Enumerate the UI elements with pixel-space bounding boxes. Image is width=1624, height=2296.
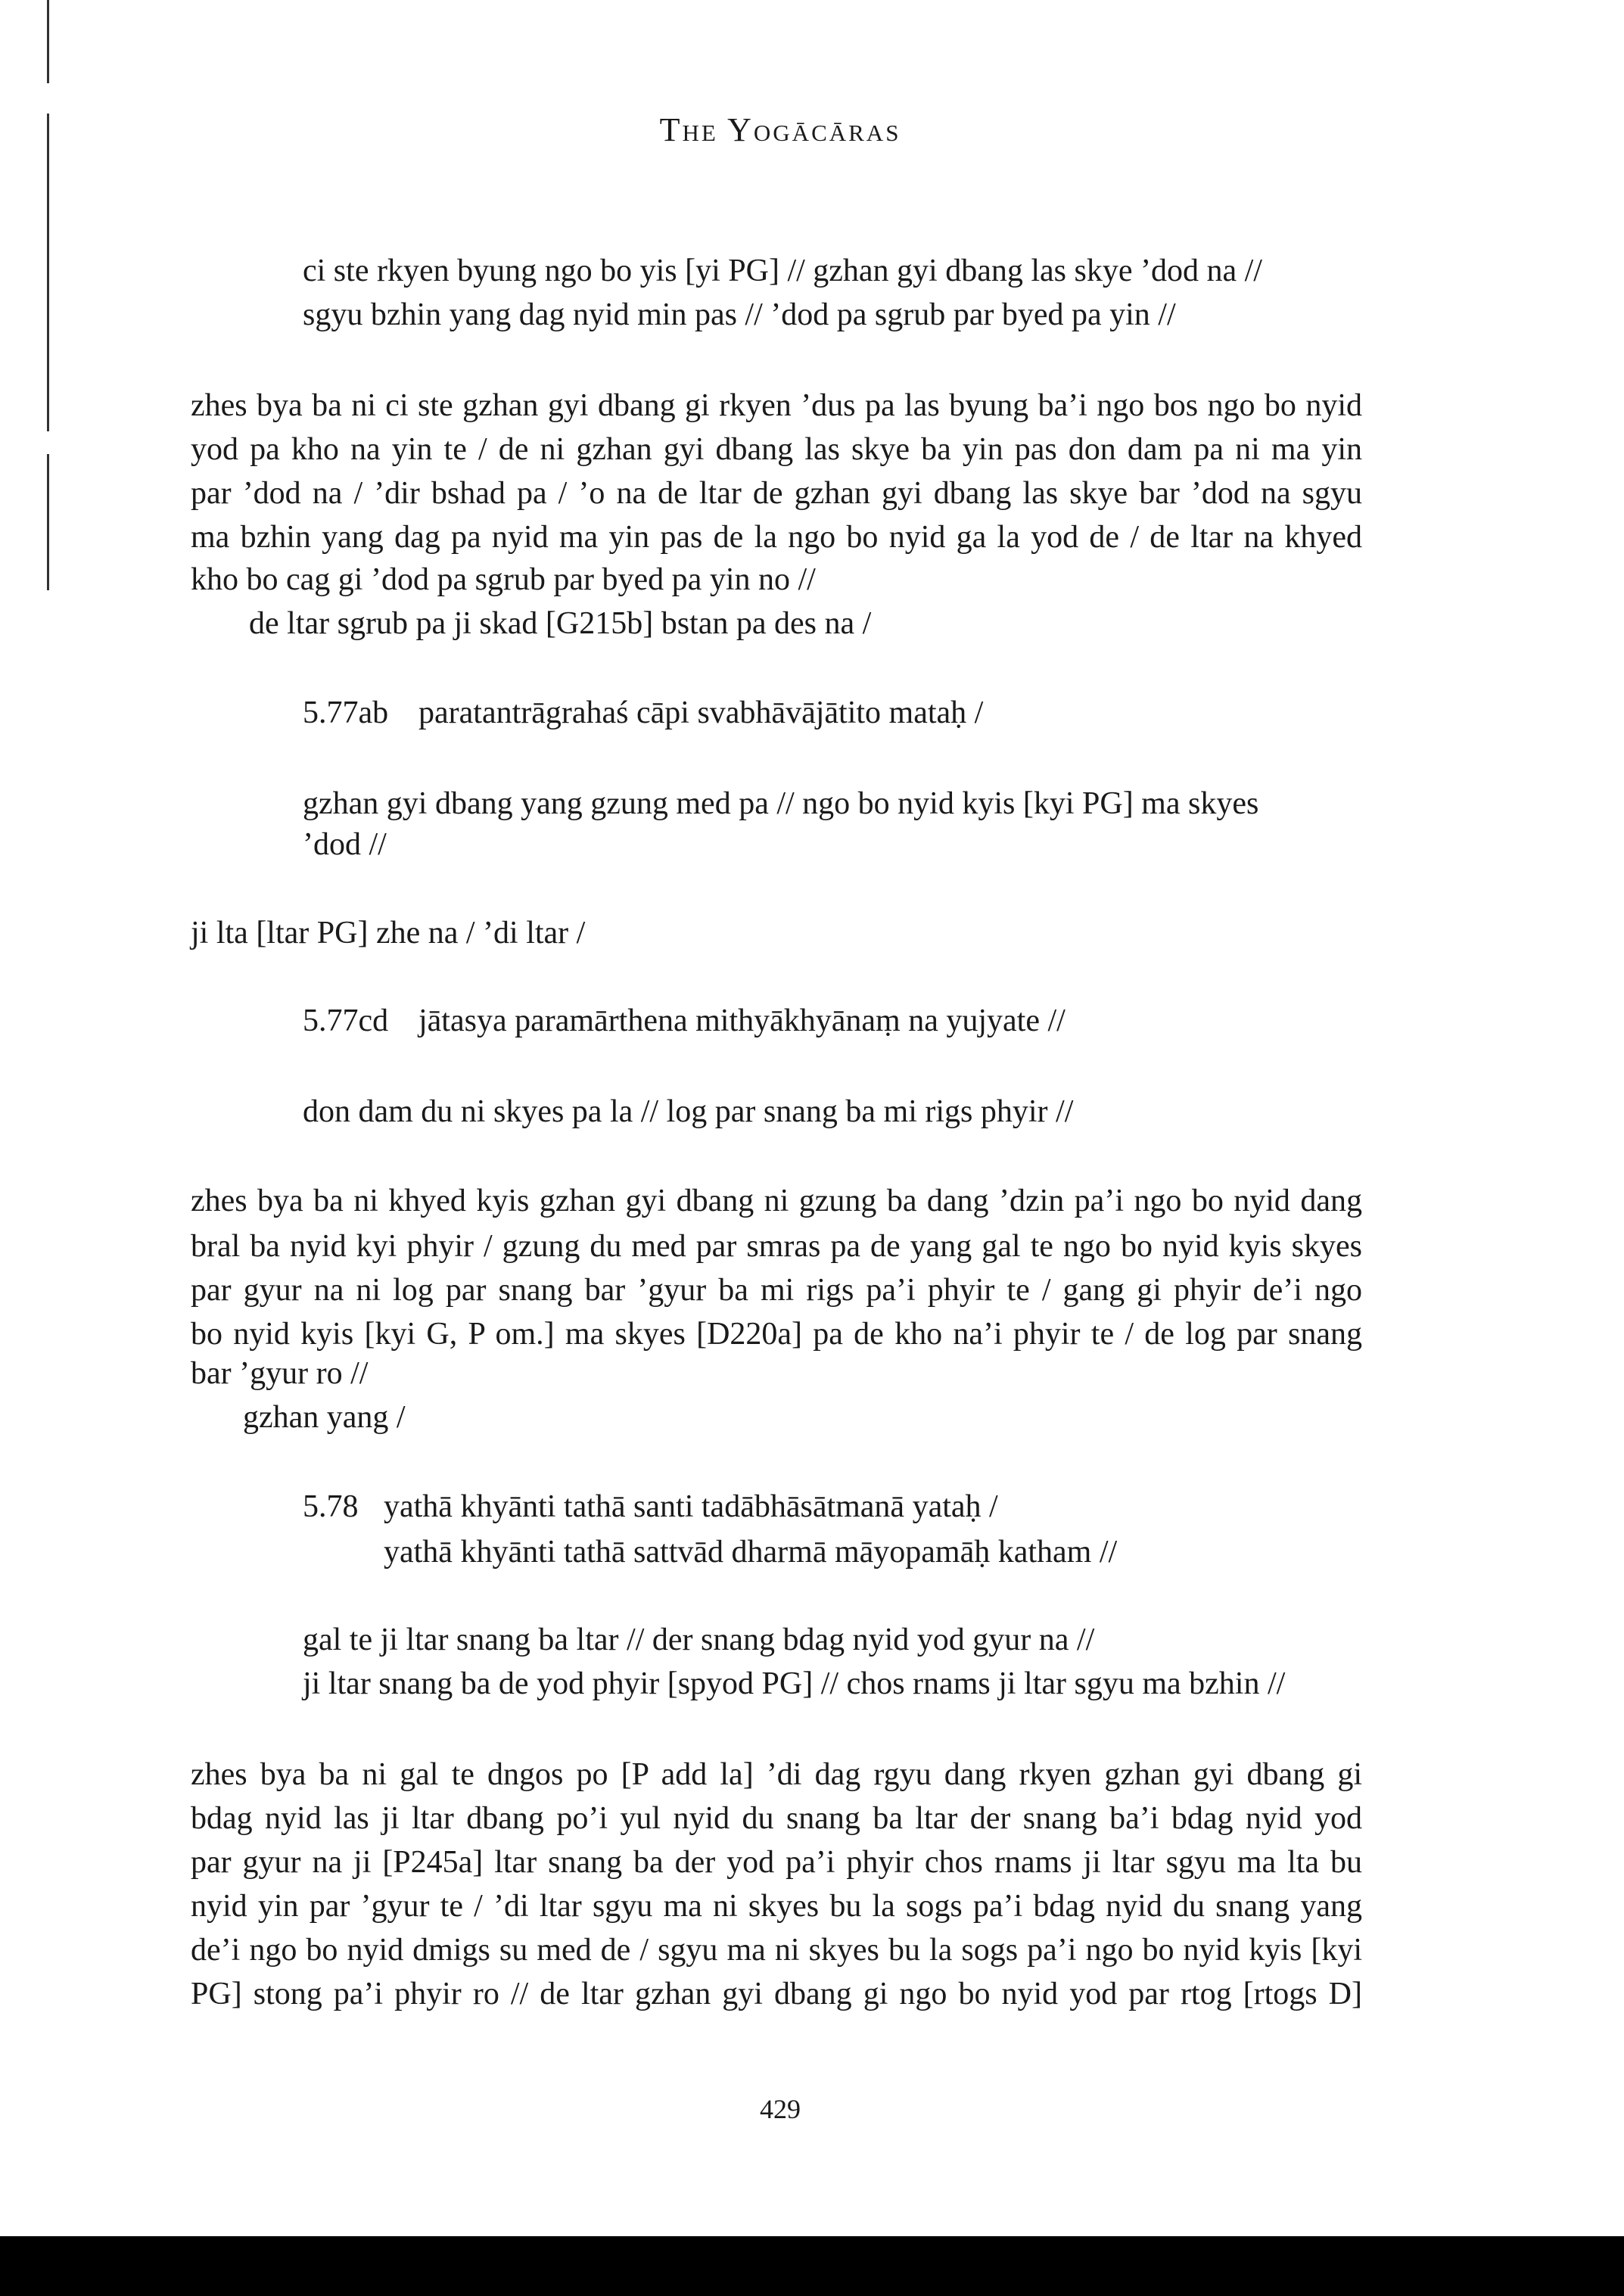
body-line: ji lta [ltar PG] zhe na / ’di ltar / bbox=[191, 916, 586, 950]
body-line: PG] stong pa’i phyir ro // de ltar gzhan gyi dbang gi ngo bo nyid yod par rtog [rtogs D] bbox=[191, 1977, 1362, 2011]
body-line: bdag nyid las ji ltar dbang po’i yul nyid du snang ba ltar der snang ba’i bdag nyid yod bbox=[191, 1801, 1362, 1836]
page-number: 429 bbox=[760, 2094, 801, 2124]
body-line: ma bzhin yang dag pa nyid ma yin pas de la ngo bo nyid ga la yod de / de ltar na khyed bbox=[191, 520, 1362, 555]
body-line: par ’dod na / ’dir bshad pa / ’o na de ltar de gzhan gyi dbang las skye bar ’dod na sgyu bbox=[191, 476, 1362, 511]
sanskrit-verse bbox=[303, 1485, 998, 1529]
scan-bottom-border bbox=[0, 2236, 1624, 2296]
body-line-indented: de ltar sgrub pa ji skad [G215b] bstan pa des na / bbox=[249, 606, 872, 641]
scan-edge-mark bbox=[47, 454, 49, 590]
body-line-indented: gzhan yang / bbox=[243, 1400, 406, 1435]
body-line: bar ’gyur ro // bbox=[191, 1356, 369, 1391]
sanskrit-verse bbox=[303, 999, 1066, 1043]
body-line: par gyur na ni log par snang bar ’gyur ba mi rigs pa’i phyir te / gang gi phyir de’i ngo bbox=[191, 1273, 1362, 1308]
body-line: yod pa kho na yin te / de ni gzhan gyi dbang las skye ba yin pas don dam pa ni ma yin bbox=[191, 432, 1362, 467]
verse-text: yathā khyānti tathā sattvād dharmā māyopamāḥ katham // bbox=[384, 1535, 1118, 1570]
verse-line: gal te ji ltar snang ba ltar // der snang bdag nyid yod gyur na // bbox=[303, 1622, 1095, 1657]
running-header: The Yogācāras bbox=[659, 111, 901, 148]
verse-number: 5.78 bbox=[303, 1489, 359, 1524]
body-line: zhes bya ba ni gal te dngos po [P add la] ’di dag rgyu dang rkyen gzhan gyi dbang gi bbox=[191, 1757, 1362, 1792]
verse-line: ci ste rkyen byung ngo bo yis [yi PG] // gzhan gyi dbang las skye ’dod na // bbox=[303, 254, 1262, 288]
verse-number: 5.77ab bbox=[303, 695, 389, 730]
scan-edge-mark bbox=[47, 0, 49, 83]
verse-text: jātasya paramārthena mithyākhyānaṃ na yujyate // bbox=[418, 1003, 1066, 1038]
body-line: bral ba nyid kyi phyir / gzung du med par smras pa de yang gal te ngo bo nyid kyis skyes bbox=[191, 1229, 1362, 1264]
body-line: de’i ngo bo nyid dmigs su med de / sgyu ma ni skyes bu la sogs pa’i ngo bo nyid kyis [kyi bbox=[191, 1933, 1362, 1968]
scan-edge-mark bbox=[47, 114, 49, 431]
verse-line: ’dod // bbox=[303, 827, 387, 862]
body-line: zhes bya ba ni khyed kyis gzhan gyi dbang ni gzung ba dang ’dzin pa’i ngo bo nyid dang bbox=[191, 1184, 1362, 1218]
verse-line: ji ltar snang ba de yod phyir [spyod PG] // chos rnams ji ltar sgyu ma bzhin // bbox=[303, 1666, 1286, 1701]
body-line: zhes bya ba ni ci ste gzhan gyi dbang gi rkyen ’dus pa las byung ba’i ngo bos ngo bo nyid bbox=[191, 388, 1362, 423]
body-line: bo nyid kyis [kyi G, P om.] ma skyes [D220a] pa de kho na’i phyir te / de log par snang bbox=[191, 1317, 1362, 1352]
verse-text: yathā khyānti tathā santi tadābhāsātmanā yataḥ / bbox=[384, 1489, 998, 1524]
body-line: kho bo cag gi ’dod pa sgrub par byed pa yin no // bbox=[191, 562, 816, 597]
verse-line: sgyu bzhin yang dag nyid min pas // ’dod pa sgrub par byed pa yin // bbox=[303, 297, 1176, 332]
verse-line: gzhan gyi dbang yang gzung med pa // ngo bo nyid kyis [kyi PG] ma skyes bbox=[303, 786, 1259, 821]
sanskrit-verse bbox=[303, 691, 983, 735]
verse-number: 5.77cd bbox=[303, 1003, 389, 1038]
body-line: nyid yin par ’gyur te / ’di ltar sgyu ma ni skyes bu la sogs pa’i bdag nyid du snang yang bbox=[191, 1889, 1362, 1924]
body-line: par gyur na ji [P245a] ltar snang ba der yod pa’i phyir chos rnams ji ltar sgyu ma lta bu bbox=[191, 1845, 1362, 1880]
verse-line: don dam du ni skyes pa la // log par snang ba mi rigs phyir // bbox=[303, 1094, 1074, 1129]
verse-text: paratantrāgrahaś cāpi svabhāvājātito mataḥ / bbox=[418, 695, 984, 730]
